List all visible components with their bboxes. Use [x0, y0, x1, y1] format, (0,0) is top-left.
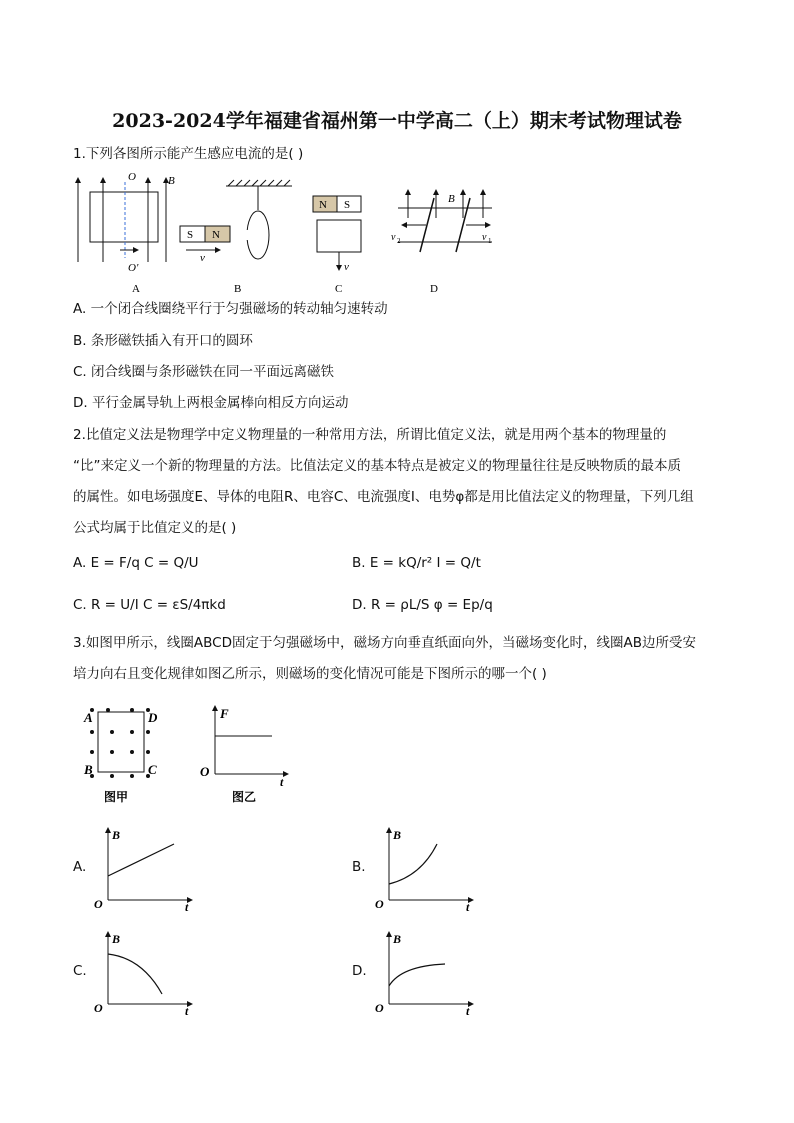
- q1-fig-label-a: A: [132, 283, 140, 295]
- q3-reference-figures: [76, 700, 302, 808]
- q3c-axis-t: t: [185, 1004, 189, 1018]
- q3-figure-yi: [200, 706, 288, 804]
- q1-fig-label-c: C: [335, 283, 343, 295]
- q1-option-b: B. 条形磁铁插入有开口的圆环: [73, 333, 253, 349]
- q3-figure-jia: [83, 708, 158, 804]
- q1b-v-label: v: [200, 252, 205, 264]
- q1a-o2-label: O': [128, 262, 139, 274]
- q1-figure-a: [78, 171, 175, 274]
- q1d-v2-sub: 2: [397, 237, 401, 245]
- q1b-n-label: N: [212, 229, 220, 241]
- q3-jia-corner-b: B: [84, 762, 93, 777]
- q1-figure-d: [391, 190, 492, 252]
- q2-line-4: 公式均属于比值定义的是( ): [73, 520, 237, 536]
- q3-yi-x-label: t: [280, 775, 284, 789]
- q1-fig-label-d: D: [430, 283, 438, 295]
- q1-figures: [68, 170, 508, 298]
- q2-option-a: A. E = F/q C = Q/U: [73, 555, 199, 571]
- q3-jia-label: 图甲: [104, 790, 129, 804]
- q2-option-c: C. R = U/I C = εS/4πkd: [73, 597, 226, 613]
- q2-line-3: 的属性。如电场强度E、导体的电阻R、电容C、电流强度I、电势φ都是用比值法定义的物理量，下列几组: [73, 489, 694, 505]
- q3a-axis-b: B: [112, 828, 121, 842]
- q2-line-1: 2.比值定义法是物理学中定义物理量的一种常用方法，所谓比值定义法，就是用两个基本的物理量的: [73, 427, 667, 443]
- page-title: 2023-2024学年福建省福州第一中学高二（上）期末考试物理试卷: [112, 110, 682, 132]
- q2-line-2: “比”来定义一个新的物理量的方法。比值法定义的基本特点是被定义的物理量往往是反映物质的最本质: [73, 458, 681, 474]
- q3-jia-corner-d: D: [148, 710, 158, 725]
- q1b-s-label: S: [187, 229, 194, 241]
- q3-option-c-label: C.: [73, 963, 87, 979]
- q2-option-d: D. R = ρL/S φ = Ep/q: [352, 597, 493, 613]
- q3-jia-corner-c: C: [148, 762, 157, 777]
- q3-option-a-label: A.: [73, 859, 87, 875]
- q3-option-a-graph: [92, 822, 202, 914]
- q3-option-c-graph: [92, 926, 202, 1018]
- q1c-v-label: v: [344, 261, 349, 273]
- q1-option-c: C. 闭合线圈与条形磁铁在同一平面远离磁铁: [73, 364, 335, 380]
- q1c-n-label: N: [319, 199, 327, 211]
- q1c-s-label: S: [344, 199, 351, 211]
- q1-option-d: D. 平行金属导轨上两根金属棒向相反方向运动: [73, 395, 349, 411]
- q1-figure-c: [313, 196, 361, 273]
- q3d-origin: O: [375, 1001, 384, 1015]
- q3b-axis-b: B: [393, 828, 402, 842]
- q3a-origin: O: [94, 897, 103, 911]
- q1d-v1-label: v: [482, 232, 487, 243]
- q1d-v2-label: v: [391, 232, 396, 243]
- q3-option-d-graph: [373, 926, 483, 1018]
- q1-stem: 1.下列各图所示能产生感应电流的是( ): [73, 146, 304, 162]
- q1-fig-label-b: B: [234, 283, 242, 295]
- q3b-origin: O: [375, 897, 384, 911]
- q3-line-2: 培力向右且变化规律如图乙所示，则磁场的变化情况可能是下图所示的哪一个( ): [73, 666, 547, 682]
- q3d-axis-b: B: [393, 932, 402, 946]
- q3a-axis-t: t: [185, 900, 189, 914]
- q3-jia-corner-a: A: [84, 710, 93, 725]
- q1d-v1-sub: 1: [488, 237, 492, 245]
- q1d-b-label: B: [448, 193, 455, 205]
- q1-figure-b: [180, 180, 292, 264]
- q3b-axis-t: t: [466, 900, 470, 914]
- q2-option-b: B. E = kQ/r² I = Q/t: [352, 555, 481, 571]
- q3d-axis-t: t: [466, 1004, 470, 1018]
- q1a-o-label: O: [128, 171, 136, 183]
- q3-yi-y-label: F: [220, 706, 229, 721]
- q1a-b-label: B: [168, 175, 175, 187]
- q3-yi-origin: O: [200, 764, 210, 779]
- q3-option-d-label: D.: [352, 963, 367, 979]
- q3-option-b-graph: [373, 822, 483, 914]
- q3-option-b-label: B.: [352, 859, 366, 875]
- q3c-origin: O: [94, 1001, 103, 1015]
- q3-line-1: 3.如图甲所示，线圈ABCD固定于匀强磁场中，磁场方向垂直纸面向外，当磁场变化时，线圈AB边所受安: [73, 635, 696, 651]
- q1-option-a: A. 一个闭合线圈绕平行于匀强磁场的转动轴匀速转动: [73, 301, 388, 317]
- q3c-axis-b: B: [112, 932, 121, 946]
- q3-yi-label: 图乙: [232, 790, 257, 804]
